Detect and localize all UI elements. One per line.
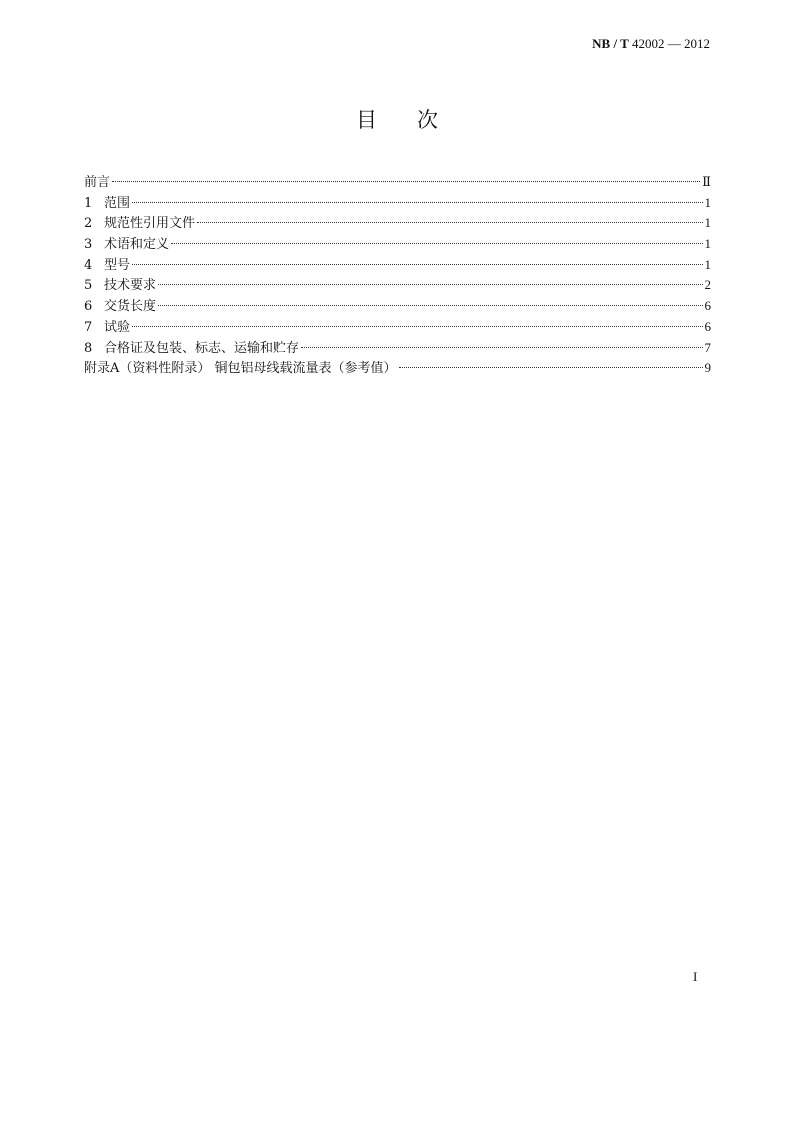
toc-entry-8[interactable] — [84, 338, 711, 359]
toc-entry-7[interactable] — [84, 317, 711, 338]
toc-entry-label: 试验 — [104, 319, 131, 335]
toc-entry-number: 6 — [84, 299, 93, 315]
toc-dot-leader — [171, 243, 702, 244]
toc-entry-page: 1 — [704, 215, 711, 231]
toc-entry-3[interactable] — [84, 234, 711, 255]
toc-entry-label: 范围 — [104, 195, 131, 211]
page-number: I — [693, 969, 698, 984]
toc-entry-page: Ⅱ — [702, 174, 711, 189]
standard-number: 42002 — 2012 — [632, 36, 710, 51]
toc-entry-6[interactable] — [84, 296, 711, 317]
toc-entry-page: 1 — [704, 236, 711, 252]
toc-dot-leader — [158, 284, 702, 285]
toc-entry-1[interactable] — [84, 193, 711, 214]
toc-entry-label: 规范性引用文件 — [104, 216, 196, 232]
standard-code: NB / T — [592, 36, 629, 51]
toc-entry-number: 5 — [84, 278, 93, 294]
toc-entry-page: 1 — [704, 194, 711, 210]
toc-entry-label: 交货长度 — [104, 299, 157, 315]
toc-entry-label: 前言 — [84, 175, 111, 190]
document-header — [592, 36, 710, 52]
toc-dot-leader — [158, 305, 702, 306]
toc-entry-number: 2 — [84, 216, 93, 232]
toc-entry-label: 型号 — [104, 257, 131, 273]
toc-entry-page: 9 — [704, 360, 711, 376]
toc-entry-label: 术语和定义 — [104, 237, 170, 253]
toc-dot-leader — [132, 202, 702, 203]
page-title: 目次 — [356, 108, 478, 132]
toc-entry-number: 4 — [84, 257, 93, 273]
toc-entry-number: 8 — [84, 340, 93, 356]
table-of-contents — [84, 172, 711, 379]
toc-dot-leader — [301, 347, 702, 348]
toc-entry-appendix-a[interactable] — [84, 358, 711, 379]
toc-entry-page: 6 — [704, 298, 711, 314]
toc-entry-number: 1 — [84, 195, 93, 211]
toc-dot-leader — [112, 181, 700, 182]
toc-entry-page: 2 — [704, 277, 711, 293]
toc-entry-number: 7 — [84, 319, 93, 335]
toc-entry-4[interactable] — [84, 255, 711, 276]
toc-entry-label: 附录A（资料性附录） 铜包铝母线载流量表（参考值） — [84, 361, 397, 377]
toc-entry-number: 3 — [84, 237, 93, 253]
toc-dot-leader — [399, 367, 703, 368]
toc-entry-page: 6 — [704, 318, 711, 334]
toc-entry-label: 技术要求 — [104, 278, 157, 294]
toc-dot-leader — [132, 326, 702, 327]
toc-dot-leader — [197, 222, 702, 223]
toc-entry-5[interactable] — [84, 275, 711, 296]
toc-entry-2[interactable] — [84, 213, 711, 234]
toc-entry-page: 7 — [704, 339, 711, 355]
toc-dot-leader — [132, 264, 702, 265]
toc-entry-label: 合格证及包装、标志、运输和贮存 — [104, 340, 300, 356]
toc-entry-page: 1 — [704, 256, 711, 272]
toc-entry-preface[interactable] — [84, 172, 711, 193]
